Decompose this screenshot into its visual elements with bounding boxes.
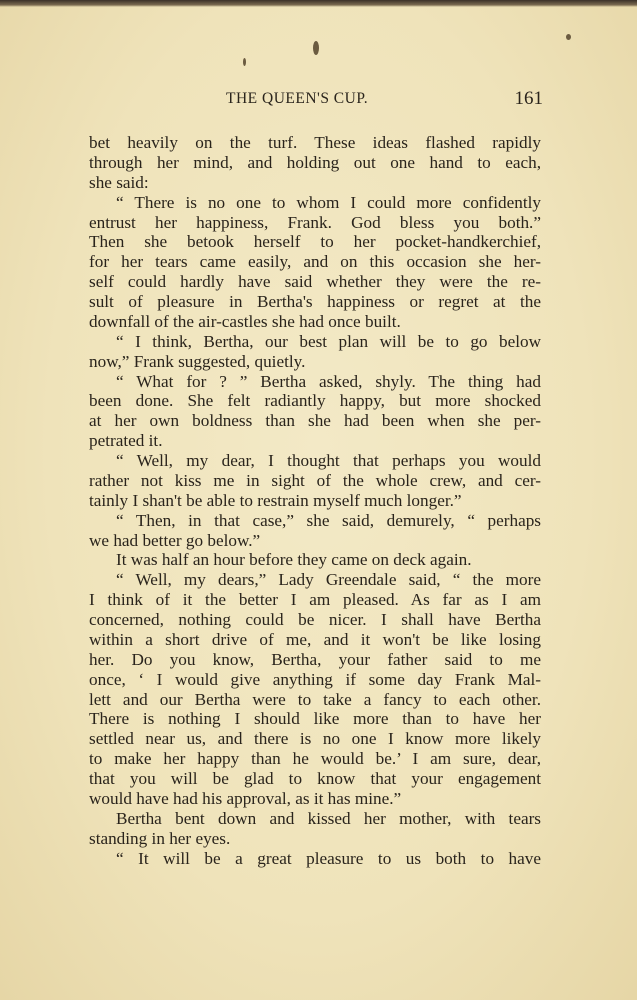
text-line: been done. She felt radiantly happy, but more shocked	[89, 391, 541, 411]
page-top-edge	[0, 0, 637, 7]
body-text	[89, 133, 541, 868]
text-line: once, ‘ I would give anything if some day Frank Mal-	[89, 669, 541, 689]
text-line: “ What for ? ” Bertha asked, shyly. The thing had	[116, 371, 541, 391]
text-line: “ There is no one to whom I could more confidently	[116, 192, 541, 212]
text-line: would have had his approval, as it has mine.”	[89, 788, 402, 808]
text-line: rather not kiss me in sight of the whole crew, and cer-	[89, 470, 541, 490]
text-line: “ Then, in that case,” she said, demurely, “ perhaps	[116, 510, 541, 530]
ink-spot	[313, 41, 319, 55]
text-line: There is nothing I should like more than to have her	[89, 709, 541, 729]
text-line: “ It will be a great pleasure to us both to have	[116, 848, 541, 868]
text-line: we had better go below.”	[89, 530, 261, 550]
text-line: bet heavily on the turf. These ideas flashed rapidly	[89, 133, 541, 152]
text-line: I think of it the better I am pleased. As far as I am	[89, 590, 541, 610]
text-line: settled near us, and there is no one I know more likely	[89, 729, 541, 749]
text-line: at her own boldness than she had been when she per-	[89, 411, 541, 431]
text-line: within a short drive of me, and it won't be like losing	[89, 629, 541, 649]
page-header	[88, 90, 543, 114]
text-line: to make her happy than he would be.’ I am sure, dear,	[89, 749, 541, 769]
text-line: Bertha bent down and kissed her mother, with tears	[116, 808, 541, 828]
ink-spot	[566, 34, 571, 40]
text-line: standing in her eyes.	[89, 828, 231, 848]
text-line: that you will be glad to know that your engagement	[89, 769, 541, 788]
text-line: through her mind, and holding out one hand to each,	[89, 152, 541, 172]
text-line: lett and our Bertha were to take a fancy to each other.	[89, 689, 541, 709]
text-line: tainly I shan't be able to restrain myself much longer.”	[89, 490, 462, 510]
text-line: entrust her happiness, Frank. God bless you both.”	[89, 212, 541, 232]
text-line: now,” Frank suggested, quietly.	[89, 351, 306, 371]
text-line: concerned, nothing could be nicer. I shall have Bertha	[89, 610, 541, 629]
text-line: petrated it.	[89, 431, 163, 451]
text-line: “ Well, my dears,” Lady Greendale said, “ the more	[116, 570, 541, 590]
text-line: for her tears came easily, and on this occasion she her-	[89, 252, 541, 272]
text-line: “ I think, Bertha, our best plan will be to go below	[116, 331, 541, 351]
text-line: Then she betook herself to her pocket-handkerchief,	[89, 232, 541, 252]
text-line: It was half an hour before they came on deck again.	[116, 550, 472, 570]
ink-spot	[243, 58, 246, 66]
running-head: THE QUEEN'S CUP.	[226, 90, 369, 107]
text-line: sult of pleasure in Bertha's happiness or regret at the	[89, 292, 541, 311]
text-line: “ Well, my dear, I thought that perhaps you would	[116, 451, 541, 470]
text-line: self could hardly have said whether they were the re-	[89, 272, 541, 292]
text-line: downfall of the air-castles she had once built.	[89, 311, 401, 331]
text-line: she said:	[89, 172, 149, 192]
page-number: 161	[514, 88, 543, 109]
text-line: her. Do you know, Bertha, your father said to me	[89, 649, 541, 669]
